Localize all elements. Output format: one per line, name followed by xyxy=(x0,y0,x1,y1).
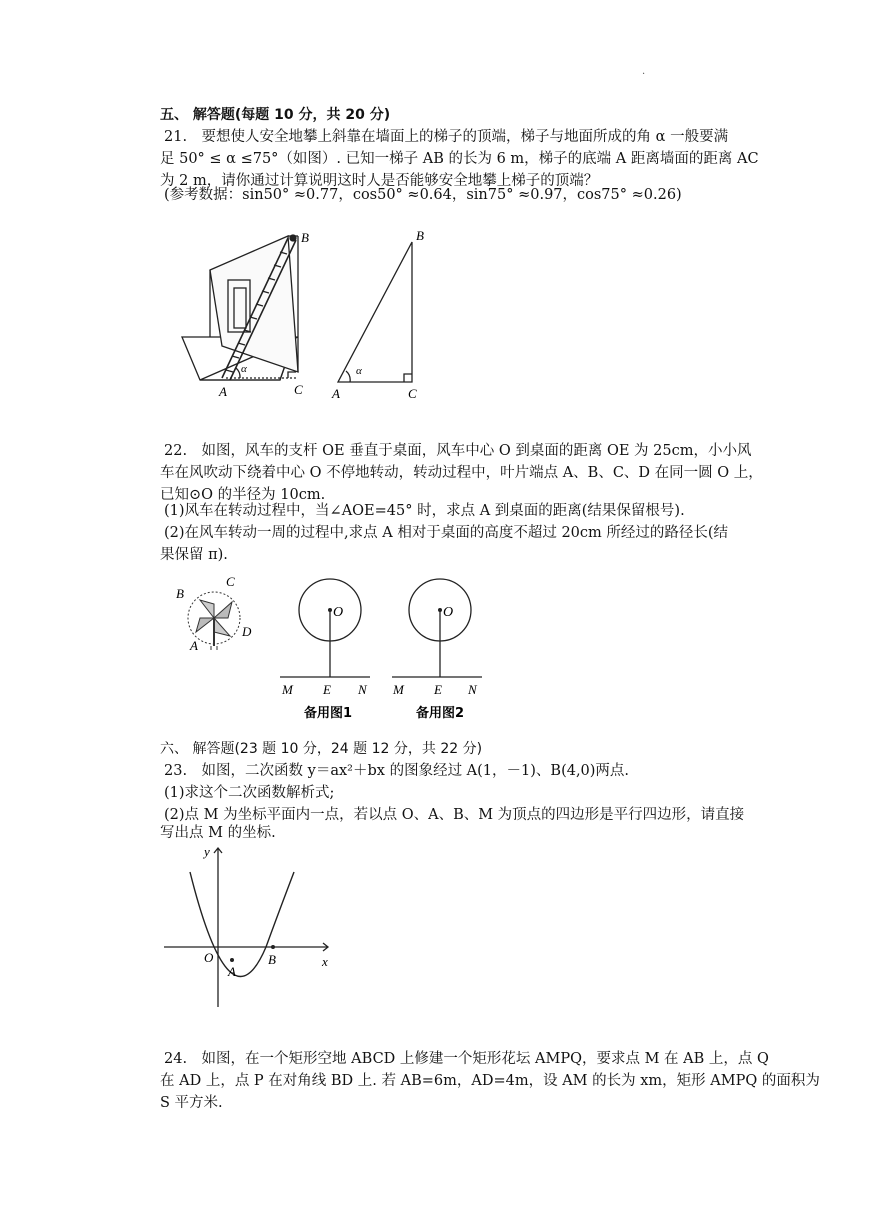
q22-line3: 已知⊙O 的半径为 10cm. xyxy=(160,487,326,503)
q22-spare2-caption: 备用图2 xyxy=(416,706,465,721)
q22-spare2-label-E: E xyxy=(434,682,442,697)
q22-line1: 22. 如图，风车的支杆 OE 垂直于桌面，风车中心 O 到桌面的距离 OE 为 25cm，小小风 xyxy=(164,443,752,459)
q23-line3: (2)点 M 为坐标平面内一点，若以点 O、A、B、M 为顶点的四边形是平行四边形，请直接 xyxy=(164,807,745,823)
q21-label-alpha2: α xyxy=(356,365,362,377)
q22-label-D: D xyxy=(242,624,252,639)
q21-line3: 为 2 m，请你通过计算说明这时人是否能够安全地攀上梯子的顶端？ xyxy=(160,173,599,189)
q22-spare1-caption: 备用图1 xyxy=(304,706,353,721)
section6-heading: 六、 解答题(23 题 10 分，24 题 12 分，共 22 分) xyxy=(160,741,483,757)
q23-label-A: A xyxy=(228,964,236,979)
q21-label-alpha1: α xyxy=(241,363,247,375)
q21-label-C1: C xyxy=(294,382,303,397)
q23-label-O: O xyxy=(204,950,214,965)
q23-line4: 写出点 M 的坐标. xyxy=(160,825,276,841)
q22-line2: 车在风吹动下绕着中心 O 不停地转动，转动过程中，叶片端点 A、B、C、D 在同一圆 O 上， xyxy=(160,465,763,481)
q24-line2: 在 AD 上，点 P 在对角线 BD 上. 若 AB=6m，AD=4m，设 AM 的长为 xm，矩形 AMPQ 的面积为 xyxy=(160,1073,820,1089)
q22-figure xyxy=(170,570,510,730)
q22-spare1-label-N: N xyxy=(358,682,367,697)
q21-line1: 21. 要想使人安全地攀上斜靠在墙面上的梯子的顶端，梯子与地面所成的角 α 一般要满 xyxy=(164,129,729,145)
q22-label-A: A xyxy=(190,638,198,653)
page-dot: . xyxy=(642,66,646,77)
q24-line1: 24. 如图，在一个矩形空地 ABCD 上修建一个矩形花坛 AMPQ，要求点 M 在 AB 上，点 Q xyxy=(164,1051,769,1067)
q22-line4: (1)风车在转动过程中，当∠AOE=45° 时，求点 A 到桌面的距离(结果保留根号). xyxy=(164,503,685,519)
q21-label-A1: A xyxy=(219,384,227,399)
q21-label-B2: B xyxy=(416,228,424,243)
q22-label-C: C xyxy=(226,574,235,589)
q23-label-B: B xyxy=(268,952,276,967)
q22-line5: (2)在风车转动一周的过程中,求点 A 相对于桌面的高度不超过 20cm 所经过的路径长(结 xyxy=(164,525,729,541)
q21-label-B1: B xyxy=(301,230,309,245)
q21-label-C2: C xyxy=(408,386,417,401)
q23-line1: 23. 如图，二次函数 y＝ax²＋bx 的图象经过 A(1，－1)、B(4,0)两点. xyxy=(164,763,630,779)
q23-label-x: x xyxy=(322,954,328,969)
q22-spare2-label-N: N xyxy=(468,682,477,697)
q24-line3: S 平方米. xyxy=(160,1095,223,1111)
q22-spare1-label-E: E xyxy=(323,682,331,697)
q22-spare2-label-M: M xyxy=(393,682,404,697)
q23-label-y: y xyxy=(204,844,210,859)
q21-figure xyxy=(170,222,450,407)
q21-label-A2: A xyxy=(332,386,340,401)
q22-spare2-label-O: O xyxy=(443,605,454,620)
q22-spare1-label-M: M xyxy=(282,682,293,697)
q22-line6: 果保留 π). xyxy=(160,547,228,563)
q22-label-B: B xyxy=(176,586,184,601)
q23-line2: (1)求这个二次函数解析式; xyxy=(164,785,335,801)
q21-line2: 足 50° ≤ α ≤75°（如图）. 已知一梯子 AB 的长为 6 m，梯子的底端 A 距离墙面的距离 AC xyxy=(160,151,759,167)
q22-spare1-label-O: O xyxy=(333,605,344,620)
section5-heading: 五、 解答题(每题 10 分，共 20 分) xyxy=(160,107,391,123)
q21-line4: (参考数据：sin50° ≈0.77，cos50° ≈0.64，sin75° ≈0.97，cos75° ≈0.26) xyxy=(164,187,682,203)
q23-figure xyxy=(160,842,340,1012)
